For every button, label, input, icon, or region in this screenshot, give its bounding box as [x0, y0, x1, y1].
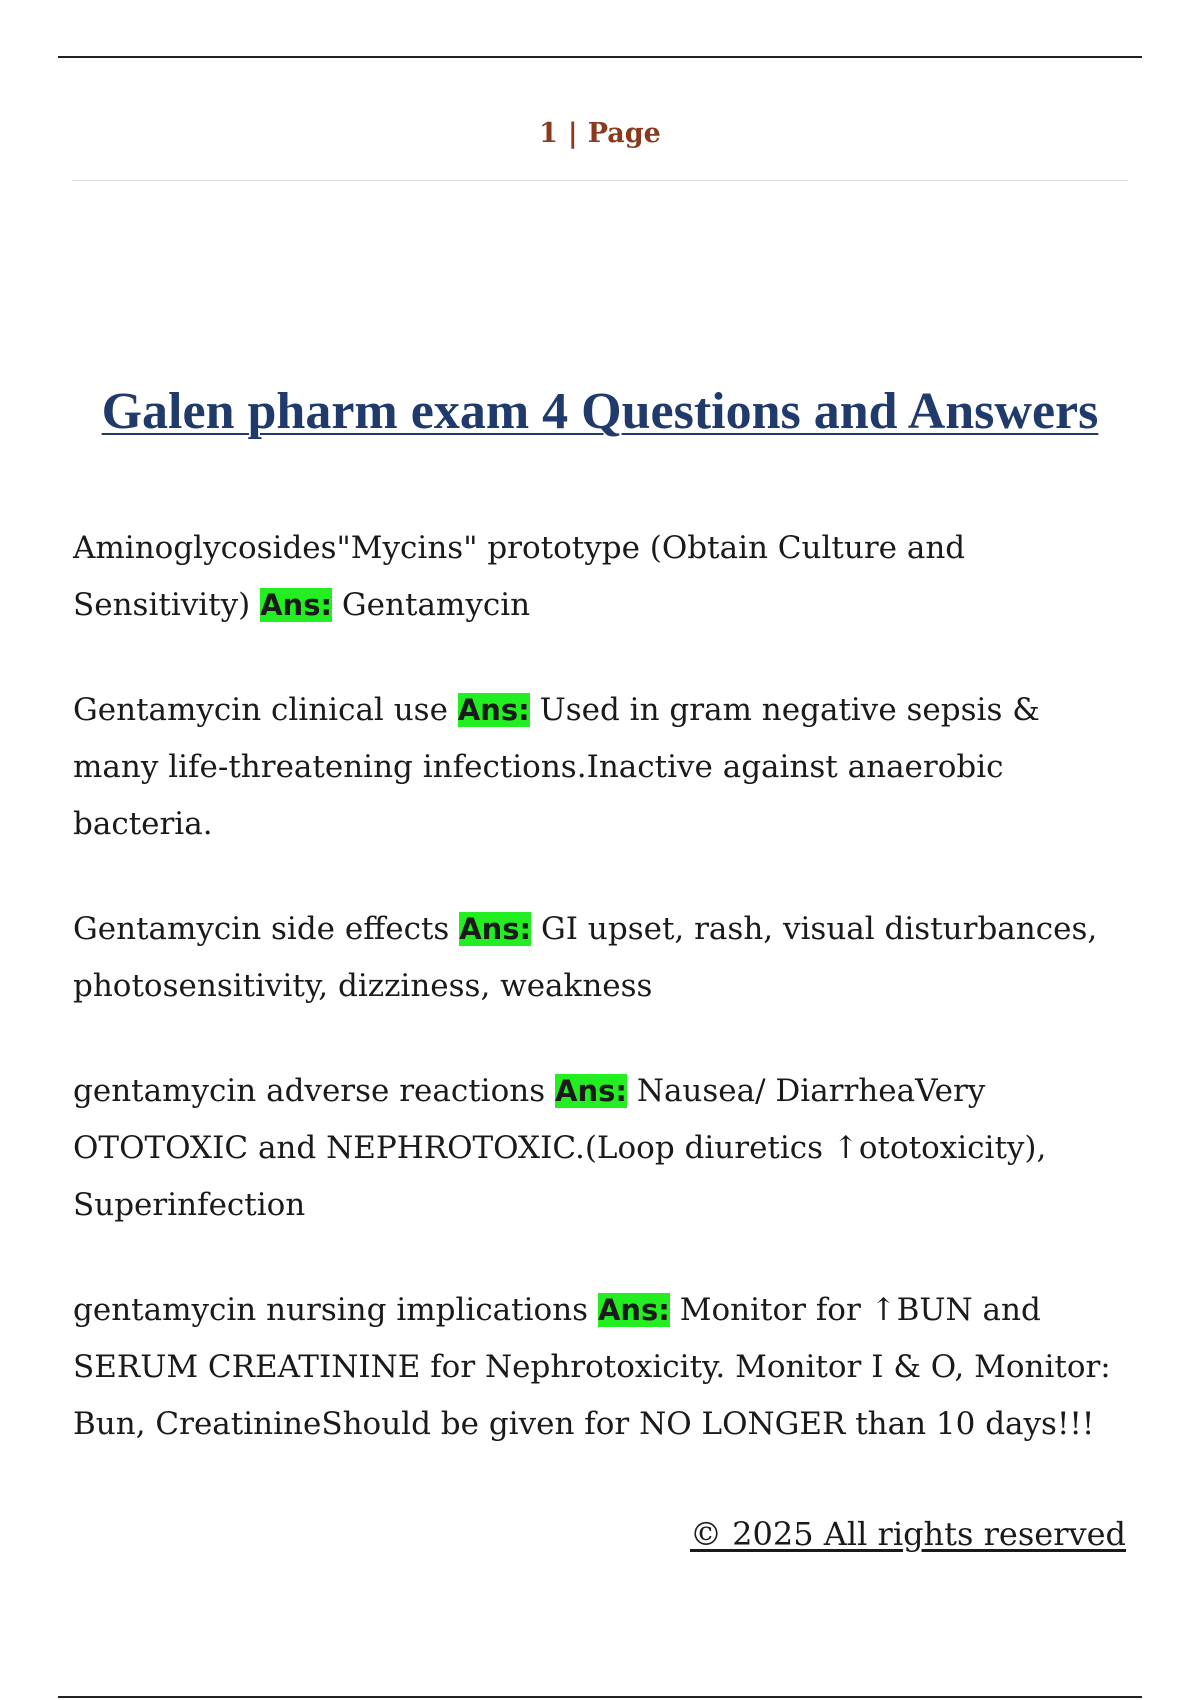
- answer-marker: Ans:: [457, 693, 530, 727]
- answer-text: GI upset, rash, visual disturbances, photosensitivity, dizziness, weakness: [73, 911, 1098, 1004]
- top-rule: [58, 56, 1142, 58]
- answer-marker: Ans:: [597, 1293, 670, 1327]
- page-header: [72, 118, 1128, 149]
- answer-text: Used in gram negative sepsis & many life-threatening infections.Inactive against anaerobic bacteria.: [73, 692, 1040, 842]
- page-separator: |: [567, 118, 578, 149]
- answer-marker: Ans:: [459, 912, 532, 946]
- answer-text: Monitor for ↑BUN and SERUM CREATININE for Nephrotoxicity. Monitor I & O, Monitor: Bun, CreatinineShould be given for NO LONGER than 10 days!!!: [73, 1292, 1111, 1442]
- bottom-rule: [58, 1696, 1142, 1698]
- answer-marker: Ans:: [260, 588, 333, 622]
- answer-text: Nausea/ DiarrheaVery OTOTOXIC and NEPHROTOXIC.(Loop diuretics ↑ototoxicity), Superinfection: [73, 1073, 1047, 1223]
- qa-item: [73, 1063, 1128, 1234]
- qa-item: [73, 520, 1128, 634]
- question-text: gentamycin nursing implications: [73, 1292, 589, 1328]
- answer-marker: Ans:: [555, 1074, 627, 1108]
- page-number: 1: [539, 118, 558, 149]
- copyright-footer: © 2025 All rights reserved: [690, 1515, 1126, 1553]
- document-title: Galen pharm exam 4 Questions and Answers: [101, 383, 1099, 440]
- question-text: Gentamycin side effects: [73, 911, 450, 947]
- question-text: Aminoglycosides"Mycins" prototype (Obtain Culture and Sensitivity): [73, 530, 966, 623]
- question-text: Gentamycin clinical use: [73, 692, 448, 728]
- qa-item: [73, 682, 1128, 853]
- question-text: gentamycin adverse reactions: [73, 1073, 546, 1109]
- qa-list: [73, 520, 1128, 1501]
- answer-text: Gentamycin: [341, 587, 531, 623]
- page-label: Page: [587, 118, 661, 149]
- qa-item: [73, 901, 1128, 1015]
- qa-item: [73, 1282, 1128, 1453]
- header-rule: [72, 180, 1128, 181]
